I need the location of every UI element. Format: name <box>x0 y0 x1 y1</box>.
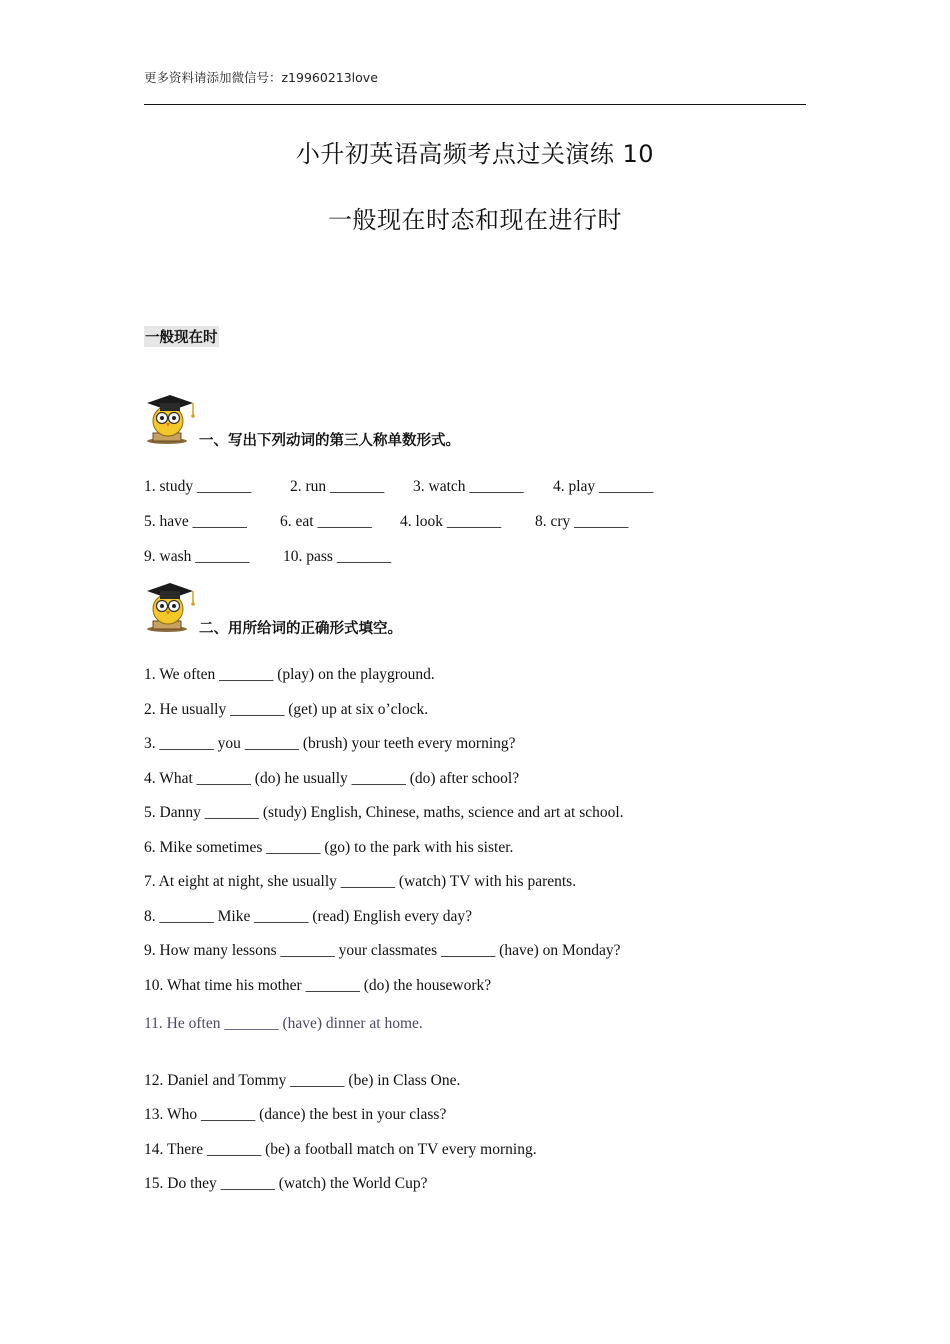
exercise-item: 6. Mike sometimes _______ (go) to the park with his sister. <box>144 839 514 856</box>
exercise-item: 8. _______ Mike _______ (read) English every day? <box>144 908 473 925</box>
verb-item: 10. pass _______ <box>283 548 392 565</box>
section-1-heading: 一、写出下列动词的第三人称单数形式。 <box>199 433 460 449</box>
verb-item: 8. cry _______ <box>535 513 629 530</box>
exercise-item: 7. At eight at night, she usually _______ (watch) TV with his parents. <box>144 873 577 890</box>
exercise-item: 5. Danny _______ (study) English, Chinese, maths, science and art at school. <box>144 804 624 821</box>
verb-item: 5. have _______ <box>144 513 247 530</box>
exercise-item: 1. We often _______ (play) on the playground. <box>144 666 435 683</box>
verb-item: 4. look _______ <box>400 513 502 530</box>
exercise-item: 15. Do they _______ (watch) the World Cup? <box>144 1175 428 1192</box>
exercise-item: 12. Daniel and Tommy _______ (be) in Class One. <box>144 1072 461 1089</box>
verb-item: 3. watch _______ <box>413 478 524 495</box>
exercise-item: 10. What time his mother _______ (do) the housework? <box>144 977 492 994</box>
topic-label: 一般现在时 <box>144 326 219 347</box>
exercise-item: 11. He often _______ (have) dinner at home. <box>144 1015 423 1032</box>
exercise-item: 13. Who _______ (dance) the best in your class? <box>144 1106 447 1123</box>
exercise-item: 3. _______ you _______ (brush) your teeth every morning? <box>144 735 516 752</box>
exercise-item: 9. How many lessons _______ your classmates _______ (have) on Monday? <box>144 942 621 959</box>
exercise-item: 2. He usually _______ (get) up at six o’clock. <box>144 701 429 718</box>
verb-item: 9. wash _______ <box>144 548 250 565</box>
exercise-item: 14. There _______ (be) a football match on TV every morning. <box>144 1141 537 1158</box>
verb-item: 2. run _______ <box>290 478 385 495</box>
verb-item: 6. eat _______ <box>280 513 372 530</box>
header-divider <box>144 104 806 105</box>
document-title: 小升初英语高频考点过关演练 10 <box>295 140 655 168</box>
document-subtitle: 一般现在时态和现在进行时 <box>328 206 622 234</box>
section-2-heading: 二、用所给词的正确形式填空。 <box>199 621 402 637</box>
owl-graduate-icon <box>143 389 197 445</box>
page-header: 更多资料请添加微信号：z19960213love <box>144 70 378 85</box>
exercise-item: 4. What _______ (do) he usually _______ (do) after school? <box>144 770 520 787</box>
verb-item: 1. study _______ <box>144 478 252 495</box>
verb-item: 4. play _______ <box>553 478 654 495</box>
owl-graduate-icon <box>143 577 197 633</box>
